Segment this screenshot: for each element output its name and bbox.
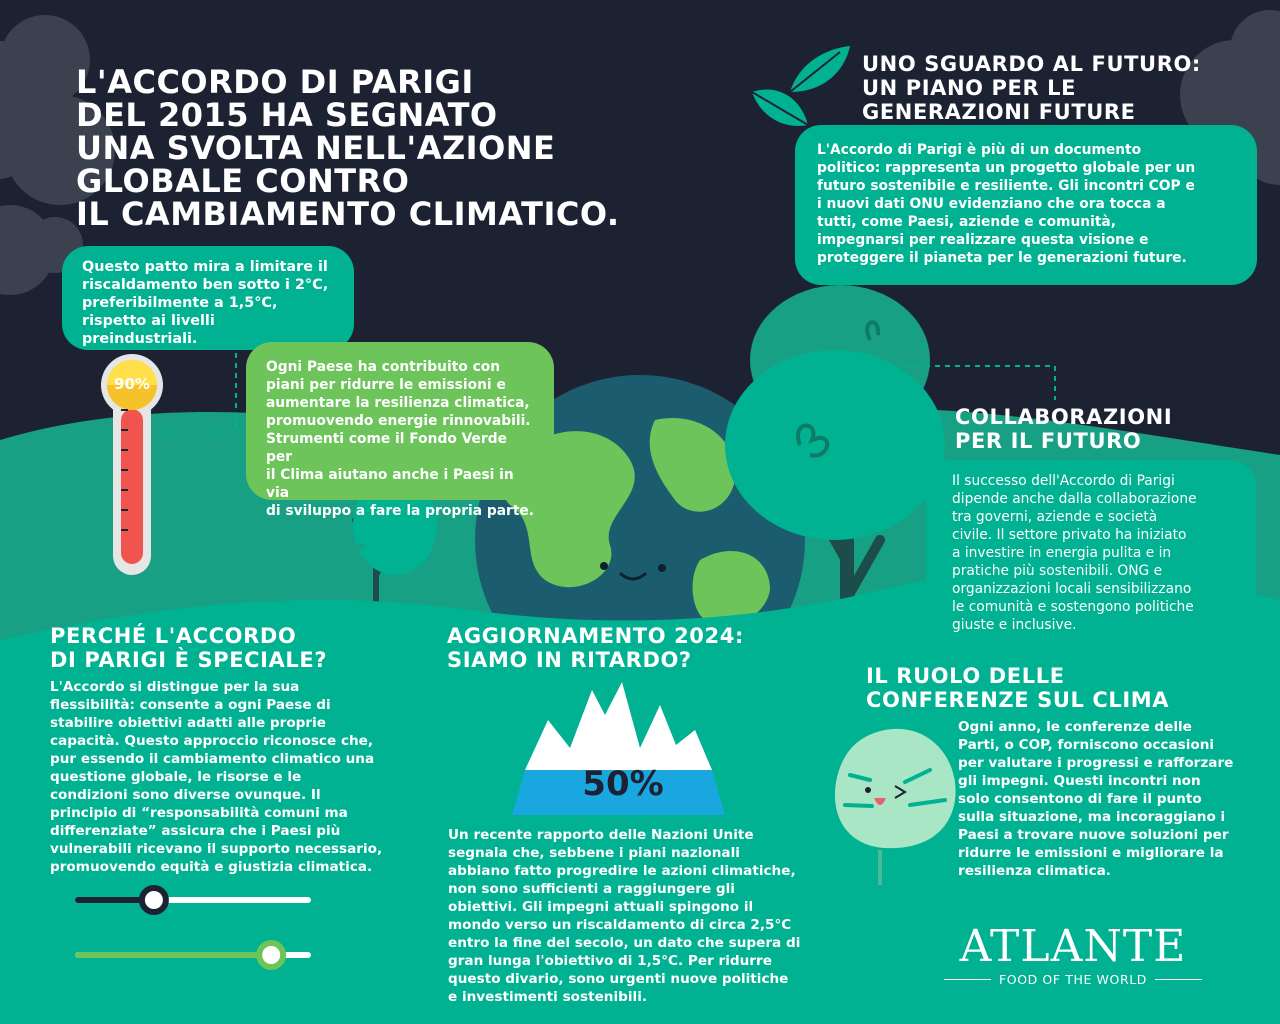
thermometer-label: 90%: [114, 375, 150, 393]
iceberg-label: 50%: [582, 764, 664, 804]
brand-tagline-row: [944, 972, 1202, 987]
collaboration-bubble: Il successo dell'Accordo di Parigi dipende anche dalla collaborazione tra governi, aziende e società civile. Il settore privato ha iniziato a investire in energia pulita e in pratiche più sostenibili. ONG e organizzazioni locali sensibilizzano le comunità e sostengono politiche giuste e inclusive.: [926, 460, 1256, 644]
update-heading: AGGIORNAMENTO 2024: SIAMO IN RITARDO?: [447, 624, 744, 672]
brand-tagline: FOOD OF THE WORLD: [998, 972, 1148, 987]
brand-logo: [944, 922, 1202, 987]
update-text: Un recente rapporto delle Nazioni Unite segnala che, sebbene i piani nazionali abbiano fatto progredire le azioni climatiche, non sono sufficienti a raggiungere gli obiettivi. Gli impegni attuali spingono il mondo verso un riscaldamento di circa 2,5°C entro la fine del secolo, un dato che supera di gran lunga l'obiettivo di 1,5°C. Per ridurre questo divario, sono urgenti nuove politiche e investimenti sostenibili.: [448, 827, 801, 1005]
page-title: [76, 63, 676, 233]
conferences-text: Ogni anno, le conferenze delle Parti, o COP, forniscono occasioni per valutare i progressi e rafforzare gli impegni. Questi incontri non solo consentono di fare il punto sulla situazione, ma incoraggiano i Paesi a trovare nuove soluzioni per ridurre le emissioni e migliorare la resilienza climatica.: [958, 719, 1234, 879]
brand-name: ATLANTE: [959, 921, 1187, 972]
special-text: L'Accordo si distingue per la sua flessibilità: consente a ogni Paese di stabilire obiettivi adatti alle proprie capacità. Questo approccio riconosce che, pur essendo il cambiamento climatico una questione globale, le risorse e le condizioni sono diverse ovunque. Il principio di “responsabilità comuni ma differenziate” assicura che i Paesi più vulnerabili ricevano il supporto necessario, promuovendo equità e giustizia climatica.: [50, 679, 383, 875]
title-line: L'ACCORDO DI PARIGI: [76, 63, 474, 101]
title-line: IL CAMBIAMENTO CLIMATICO.: [76, 195, 620, 233]
divider: [1155, 979, 1202, 980]
title-line: GLOBALE CONTRO: [76, 162, 410, 200]
conferences-heading: IL RUOLO DELLE CONFERENZE SUL CLIMA: [866, 664, 1170, 712]
goal-bubble: Questo patto mira a limitare il riscaldamento ben sotto i 2°C, preferibilmente a 1,5°C, rispetto ai livelli preindustriali.: [62, 246, 354, 350]
divider: [944, 979, 991, 980]
special-heading: PERCHÉ L'ACCORDO DI PARIGI È SPECIALE?: [50, 624, 328, 672]
title-line: UNA SVOLTA NELL'AZIONE: [76, 129, 556, 167]
countries-bubble: Ogni Paese ha contribuito con piani per ridurre le emissioni e aumentare la resilienza climatica, promuovendo energie rinnovabili. Strumenti come il Fondo Verde per il Clima aiutano anche i Paesi in via di sviluppo a fare la propria parte.: [246, 342, 554, 500]
future-bubble: L'Accordo di Parigi è più di un documento politico: rappresenta un progetto globale per un futuro sostenibile e resiliente. Gli incontri COP e i nuovi dati ONU evidenziano che ora tocca a tutti, come Paesi, aziende e comunità, impegnarsi per realizzare questa visione e proteggere il pianeta per le generazioni future.: [795, 125, 1257, 285]
collaboration-heading: COLLABORAZIONI PER IL FUTURO: [955, 405, 1173, 453]
title-line: DEL 2015 HA SEGNATO: [76, 96, 498, 134]
future-heading: UNO SGUARDO AL FUTURO: UN PIANO PER LE GENERAZIONI FUTURE: [862, 52, 1201, 124]
